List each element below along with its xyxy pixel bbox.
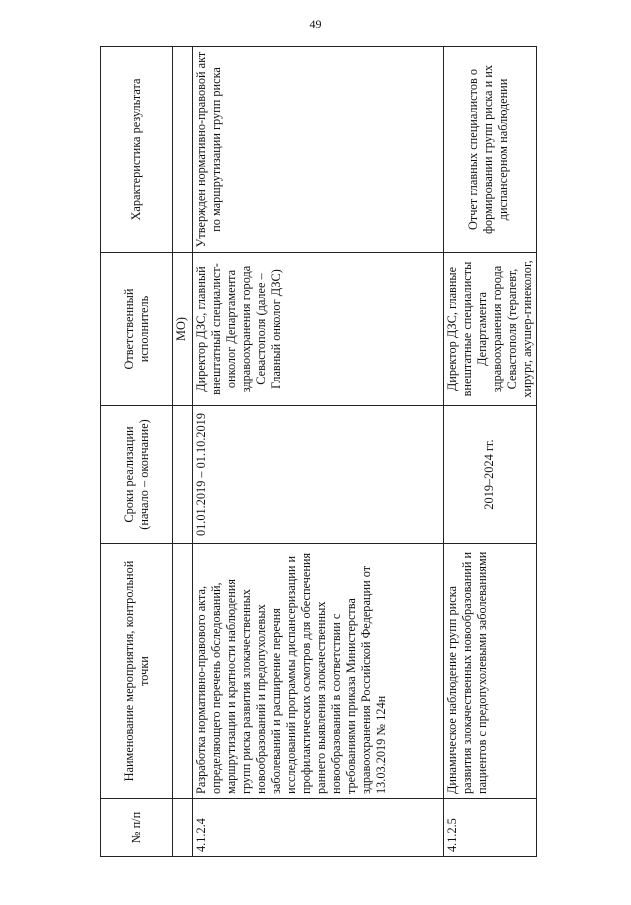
cont-name: [173, 544, 193, 799]
row-number: 4.1.2.4: [193, 799, 444, 857]
row-responsible: Директор ДЗС, главный внештатный специалист-онколог Департамента здравоохранения города Севастополя (далее – Главный онколог ДЗС): [193, 253, 444, 406]
row-number: 4.1.2.5: [444, 799, 537, 857]
cont-responsible: МО): [173, 253, 193, 406]
page-number: 49: [309, 17, 322, 31]
row-activity-name: Динамическое наблюдение групп риска развития злокачественных новообразований и пациентов с предопухолевыми заболеваниями: [444, 544, 537, 799]
header-responsible: Ответственный исполнитель: [101, 253, 173, 406]
rotated-table-container: [100, 47, 532, 857]
table-header-row: [101, 47, 173, 857]
cont-num: [173, 799, 193, 857]
row-term: 2019–2024 гг.: [444, 406, 537, 544]
table-row: [444, 47, 537, 857]
header-term: Сроки реализации (начало – окончание): [101, 406, 173, 544]
row-result: Отчет главных специалистов о формировании групп риска и их диспансерном наблюдении: [444, 47, 537, 253]
header-name: Наименование мероприятия, контрольной точки: [101, 544, 173, 799]
row-term: 01.01.2019 – 01.10.2019: [193, 406, 444, 544]
header-result: Характеристика результата: [101, 47, 173, 253]
cont-result: [173, 47, 193, 253]
header-num: № п/п: [101, 799, 173, 857]
row-responsible: Директор ДЗС, главные внештатные специалисты Департамента здравоохранения города Севастополя (терапевт, хирург, акушер-гинеколог,: [444, 253, 537, 406]
row-result: Утвержден нормативно-правовой акт по маршрутизации групп риска: [193, 47, 444, 253]
cont-term: [173, 406, 193, 544]
continuation-row: [173, 47, 193, 857]
table-row: [193, 47, 444, 857]
row-activity-name: Разработка нормативно-правового акта, определяющего перечень обследований, маршрутизации и кратности наблюдения групп риска развития злокачественных новообразований и предопухолевых заболеваний и расширение перечня исследований программы диспансеризации и профилактических осмотров для обеспечения раннего выявления злокачественных новообразований в соответствии с требованиями приказа Министерства здравоохранения Российской Федерации от 13.03.2019 № 124н: [193, 544, 444, 799]
activities-table: [100, 46, 537, 857]
